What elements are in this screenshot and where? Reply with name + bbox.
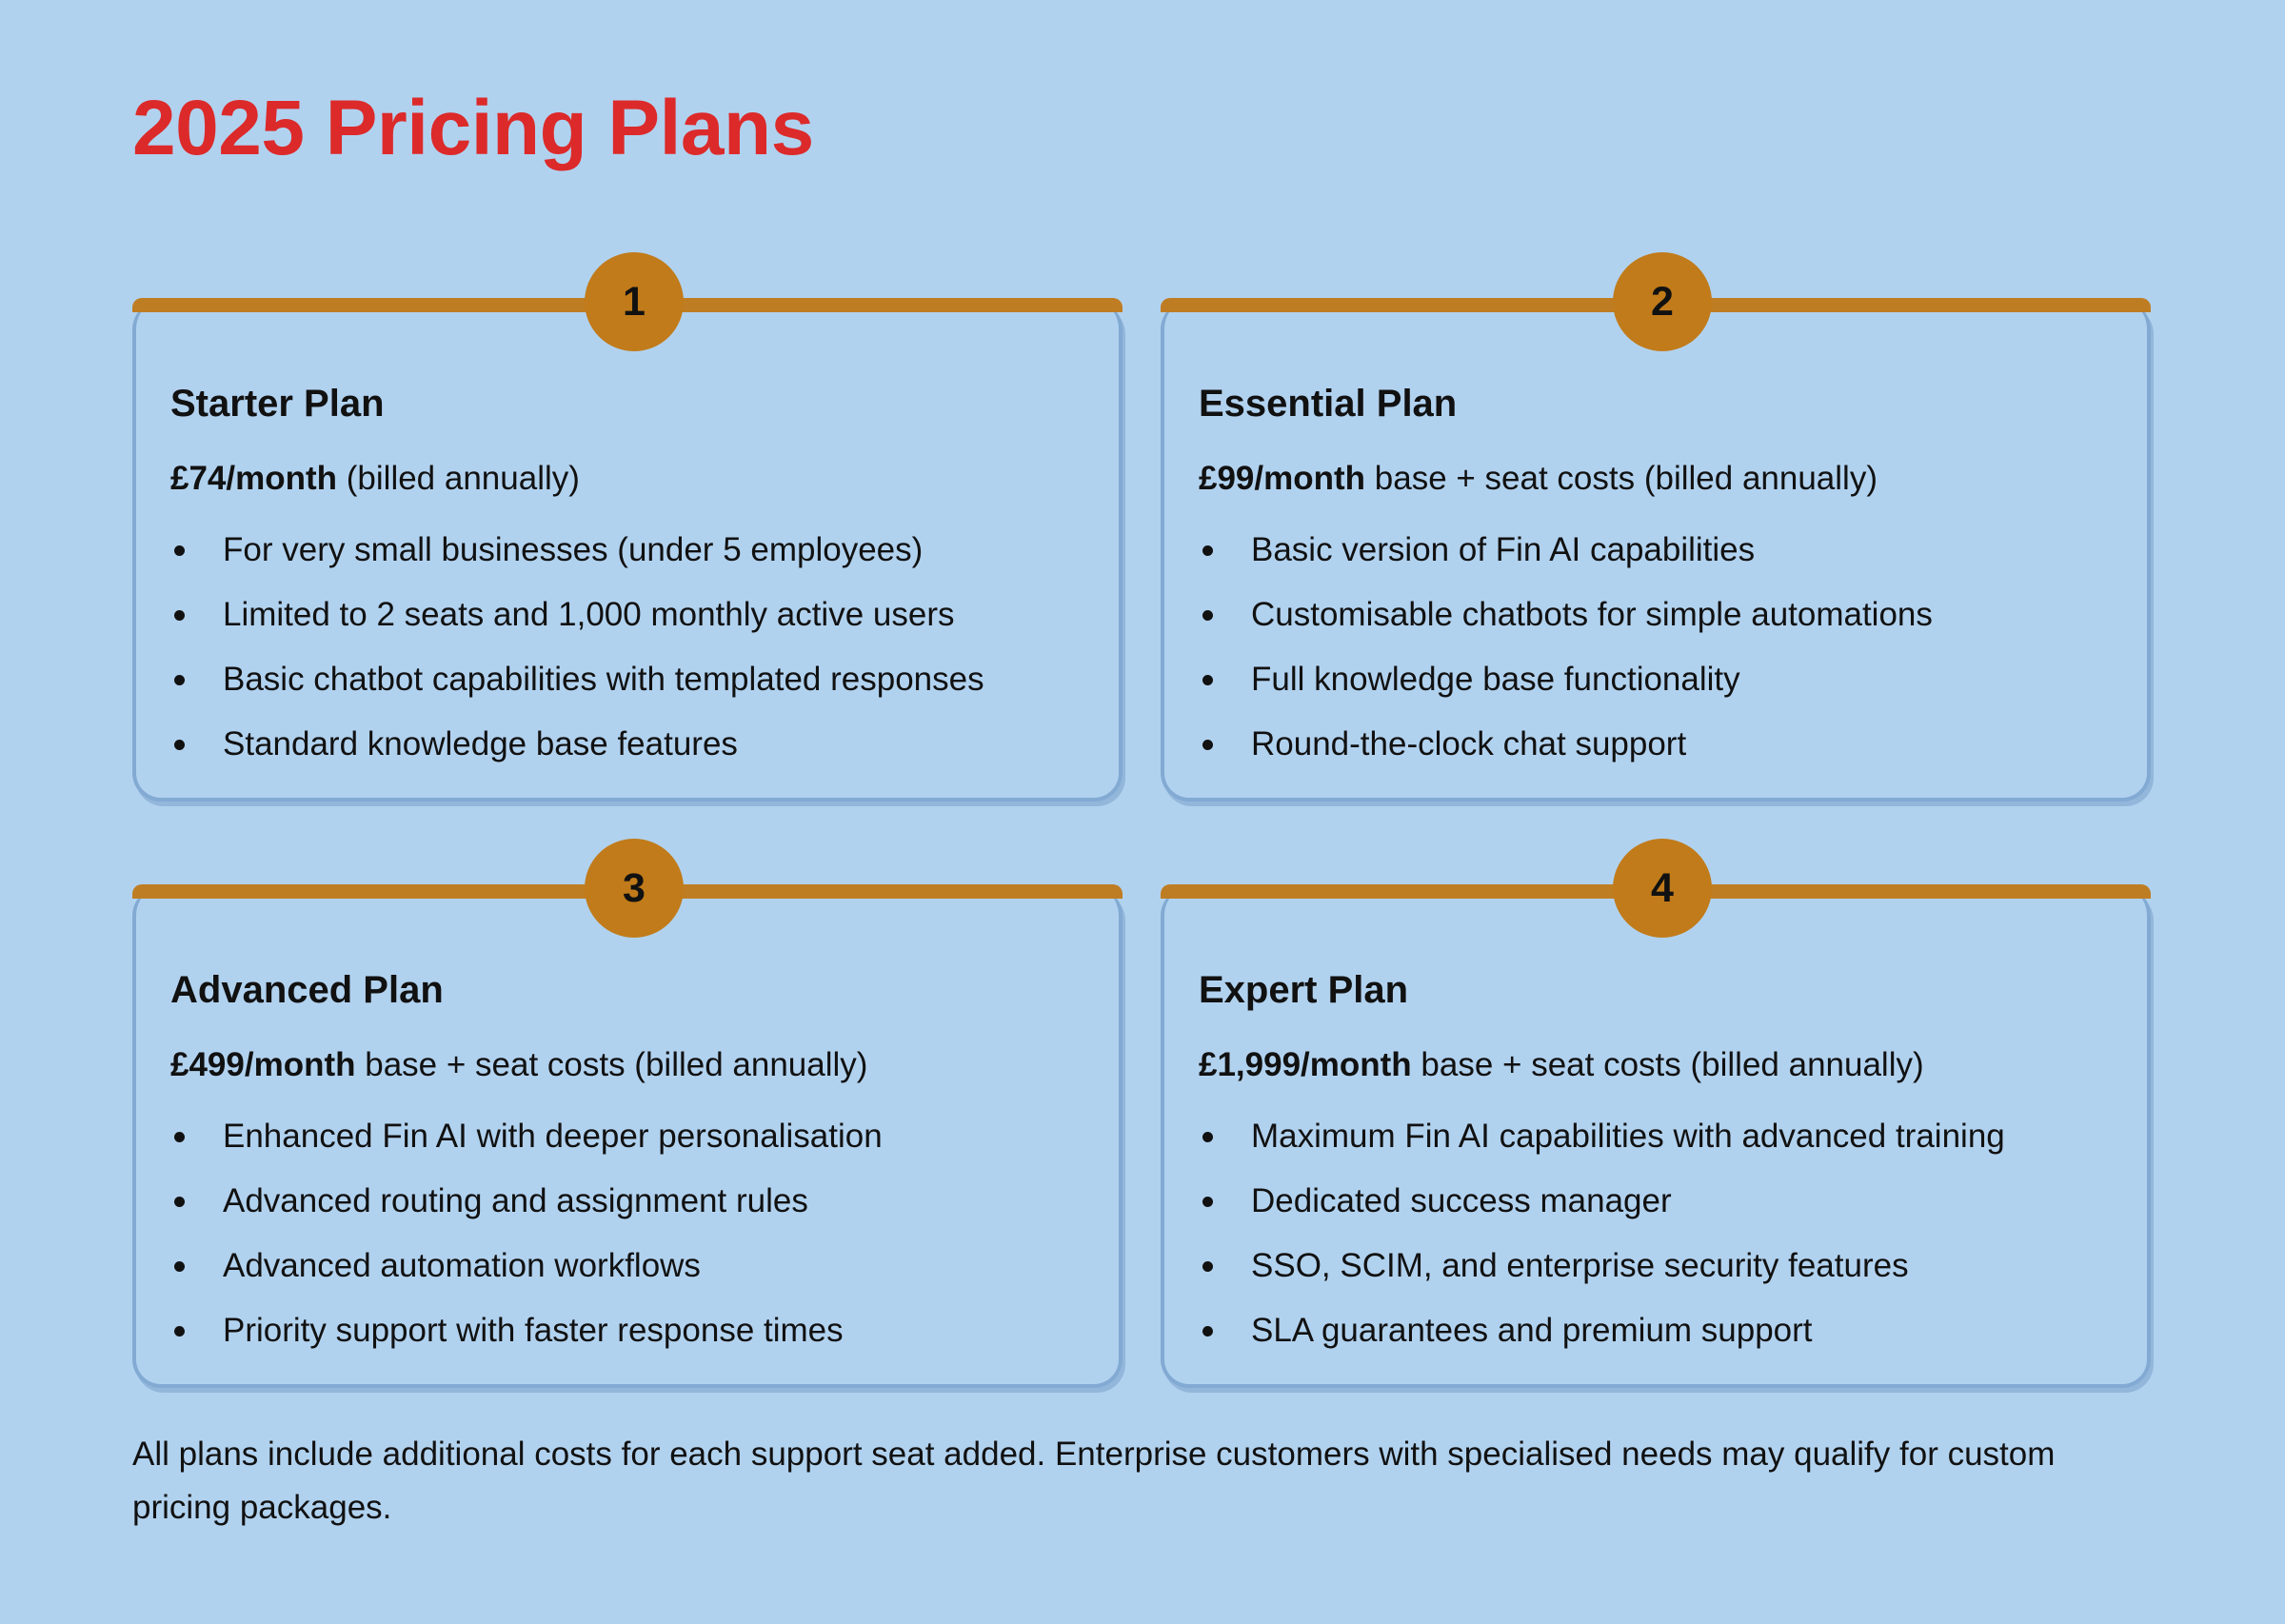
plan-card-essential [1161, 279, 2151, 802]
feature-item [1199, 1244, 2005, 1309]
feature-text: Priority support with faster response times [223, 1312, 844, 1349]
feature-text: Maximum Fin AI capabilities with advanced training [1251, 1118, 2005, 1155]
bullet-icon [174, 1132, 185, 1142]
feature-text: Enhanced Fin AI with deeper personalisation [223, 1118, 883, 1155]
footnote: All plans include additional costs for each support seat added. Enterprise customers with specialised needs may qualify for custom pricing packages. [132, 1436, 2056, 1526]
feature-item [170, 658, 984, 723]
bullet-icon [1202, 1326, 1213, 1337]
bullet-icon [174, 545, 185, 556]
plan-title: Starter Plan [170, 383, 385, 425]
feature-text: Advanced routing and assignment rules [223, 1182, 808, 1219]
plan-price-amount: £1,999/month [1199, 1046, 1412, 1083]
plan-card-expert [1161, 865, 2151, 1388]
feature-item [1199, 593, 1933, 658]
bullet-icon [174, 1197, 185, 1207]
bullet-icon [1202, 1261, 1213, 1272]
feature-item [170, 1115, 883, 1179]
bullet-icon [174, 1326, 185, 1337]
feature-text: Customisable chatbots for simple automations [1251, 596, 1933, 633]
feature-item [170, 1179, 883, 1244]
feature-text: Full knowledge base functionality [1251, 661, 1740, 698]
feature-list [170, 1115, 883, 1374]
feature-text: Round-the-clock chat support [1251, 725, 1687, 762]
feature-item [1199, 1115, 2005, 1179]
plan-card-advanced [132, 865, 1123, 1388]
feature-list [1199, 528, 1933, 787]
bullet-icon [1202, 1132, 1213, 1142]
feature-text: SSO, SCIM, and enterprise security features [1251, 1247, 1909, 1284]
plan-number-badge: 2 [1613, 252, 1712, 351]
bullet-icon [174, 1261, 185, 1272]
feature-item [1199, 1179, 2005, 1244]
bullet-icon [1202, 675, 1213, 685]
plan-price-note: base + seat costs (billed annually) [1365, 460, 1878, 497]
bullet-icon [174, 740, 185, 750]
feature-item [170, 1244, 883, 1309]
plan-title: Expert Plan [1199, 969, 1409, 1011]
plan-number-badge: 4 [1613, 839, 1712, 938]
feature-text: Limited to 2 seats and 1,000 monthly active users [223, 596, 955, 633]
plan-price-amount: £99/month [1199, 460, 1366, 497]
plan-price [170, 1046, 867, 1084]
bullet-icon [1202, 1197, 1213, 1207]
feature-item [1199, 1309, 2005, 1374]
bullet-icon [174, 610, 185, 621]
page-title: 2025 Pricing Plans [132, 85, 814, 171]
plan-number-badge: 1 [585, 252, 684, 351]
feature-item [1199, 723, 1933, 787]
plan-price-amount: £74/month [170, 460, 338, 497]
bullet-icon [174, 675, 185, 685]
feature-item [170, 723, 984, 787]
plan-price [1199, 460, 1878, 498]
feature-item [170, 1309, 883, 1374]
plan-title: Essential Plan [1199, 383, 1458, 425]
feature-list [1199, 1115, 2005, 1374]
feature-text: Standard knowledge base features [223, 725, 738, 762]
feature-text: Basic chatbot capabilities with templated responses [223, 661, 984, 698]
bullet-icon [1202, 610, 1213, 621]
plan-price [1199, 1046, 1924, 1084]
plan-number-badge: 3 [585, 839, 684, 938]
bullet-icon [1202, 740, 1213, 750]
plan-price-note: base + seat costs (billed annually) [1411, 1046, 1924, 1083]
feature-item [170, 593, 984, 658]
feature-text: SLA guarantees and premium support [1251, 1312, 1813, 1349]
feature-item [170, 528, 984, 593]
plan-price-note: (billed annually) [337, 460, 580, 497]
feature-text: For very small businesses (under 5 employees) [223, 531, 924, 568]
feature-text: Basic version of Fin AI capabilities [1251, 531, 1756, 568]
plan-card-starter [132, 279, 1123, 802]
plan-title: Advanced Plan [170, 969, 444, 1011]
feature-item [1199, 658, 1933, 723]
feature-text: Dedicated success manager [1251, 1182, 1672, 1219]
plan-price-note: base + seat costs (billed annually) [355, 1046, 868, 1083]
feature-list [170, 528, 984, 787]
feature-item [1199, 528, 1933, 593]
plan-price-amount: £499/month [170, 1046, 356, 1083]
plan-price [170, 460, 580, 498]
feature-text: Advanced automation workflows [223, 1247, 701, 1284]
bullet-icon [1202, 545, 1213, 556]
